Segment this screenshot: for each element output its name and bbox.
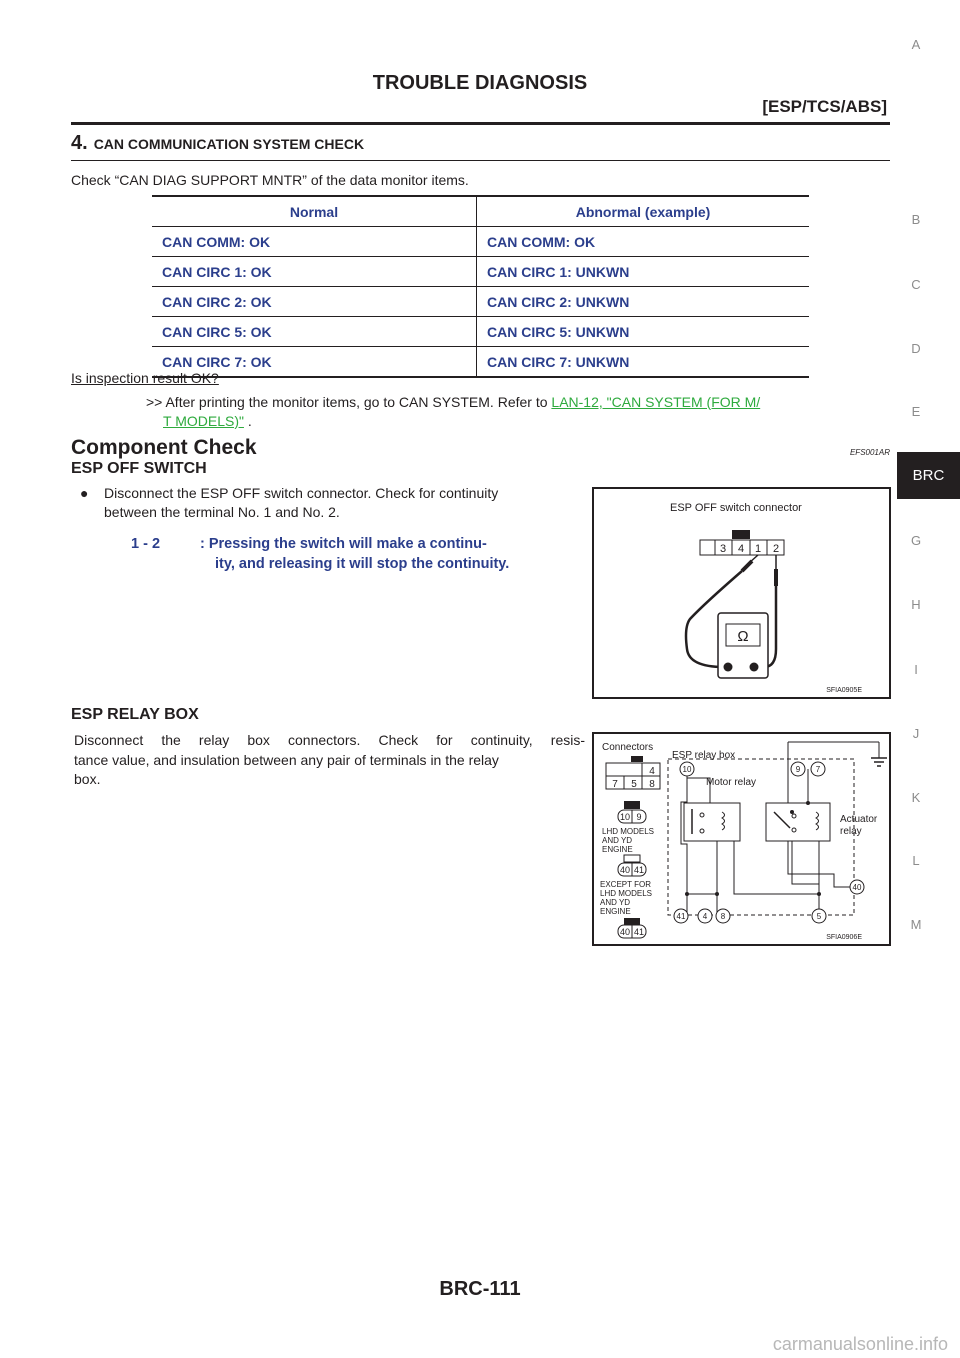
- table-cell: CAN COMM: OK: [152, 227, 477, 257]
- svg-text:41: 41: [633, 927, 645, 937]
- table-cell: CAN CIRC 2: OK: [152, 287, 477, 317]
- table-row: [152, 227, 809, 257]
- table-header-row: [152, 196, 809, 227]
- table-header-abnormal: Abnormal (example): [477, 196, 810, 227]
- section-title: Component Check: [71, 436, 257, 459]
- connector-lock: [624, 855, 640, 862]
- svg-text:9: 9: [636, 812, 642, 822]
- result-line-2: [163, 413, 252, 429]
- side-index-k[interactable]: K: [911, 790, 921, 805]
- connector-lock: [631, 756, 643, 762]
- table-row: [152, 257, 809, 287]
- connector-lock: [624, 801, 640, 809]
- svg-text:ENGINE: ENGINE: [602, 845, 633, 854]
- table-cell: CAN CIRC 7: OK: [152, 347, 477, 378]
- svg-text:5: 5: [816, 912, 822, 921]
- motor-relay-label: Motor relay: [706, 777, 757, 788]
- svg-text:41: 41: [633, 865, 645, 875]
- bullet-icon: ●: [80, 485, 89, 501]
- figure-id: SFIA0906E: [826, 934, 862, 941]
- side-index-d[interactable]: D: [911, 341, 921, 356]
- inspection-question: Is inspection result OK?: [71, 370, 219, 386]
- table-row: [152, 347, 809, 378]
- svg-text:41: 41: [676, 912, 686, 921]
- side-index-e[interactable]: E: [911, 404, 921, 419]
- monitor-table: [152, 195, 809, 378]
- terminal-node: [674, 762, 864, 923]
- svg-text:ENGINE: ENGINE: [600, 907, 631, 916]
- lan-link-continued[interactable]: T MODELS)": [163, 413, 244, 429]
- actuator-relay: [766, 803, 830, 841]
- section-code: EFS001AR: [849, 448, 890, 457]
- svg-text:8: 8: [720, 912, 726, 921]
- step-title: CAN COMMUNICATION SYSTEM CHECK: [93, 136, 365, 152]
- ohm-icon: Ω: [737, 628, 749, 645]
- figure-caption: ESP OFF switch connector: [670, 502, 802, 514]
- multimeter-jack: [750, 663, 759, 672]
- side-index-c[interactable]: C: [911, 277, 921, 292]
- result-suffix: .: [243, 413, 252, 429]
- relay-box-instruction-2: tance value, and insulation between any pair of terminals in the relay: [74, 752, 499, 768]
- svg-text:40: 40: [852, 883, 862, 892]
- watermark: carmanualsonline.info: [772, 1334, 948, 1354]
- connector-lock: [732, 530, 750, 539]
- result-line-1: [146, 394, 760, 410]
- terminal-2: 2: [772, 543, 780, 555]
- relay-box-instruction-1: Disconnect the relay box connectors. Check for continuity, resis-: [74, 732, 585, 748]
- page-number: BRC-111: [439, 1278, 521, 1300]
- side-index-b[interactable]: B: [911, 212, 921, 227]
- side-index-brc-active[interactable]: BRC: [897, 452, 960, 499]
- table-cell: CAN CIRC 5: UNKWN: [477, 317, 810, 347]
- side-index-h[interactable]: H: [911, 597, 921, 612]
- table-cell: CAN CIRC 5: OK: [152, 317, 477, 347]
- relay-box-label: ESP relay box: [672, 750, 736, 761]
- page-header-title: TROUBLE DIAGNOSIS: [372, 72, 588, 94]
- esp-off-instruction-1: Disconnect the ESP OFF switch connector. Check for continuity: [104, 485, 499, 501]
- table-cell: CAN CIRC 1: OK: [152, 257, 477, 287]
- step-number: 4.: [71, 132, 88, 154]
- terminal-1: 1: [754, 543, 762, 555]
- svg-text:7: 7: [815, 765, 821, 774]
- svg-text:4: 4: [702, 912, 708, 921]
- step-heading: [71, 132, 364, 155]
- header-divider: [71, 122, 890, 125]
- svg-text:9: 9: [795, 765, 801, 774]
- svg-text:7: 7: [612, 779, 618, 790]
- table-cell: CAN CIRC 2: UNKWN: [477, 287, 810, 317]
- side-index-j[interactable]: J: [912, 726, 920, 741]
- svg-text:LHD MODELS: LHD MODELS: [600, 889, 653, 898]
- svg-text:AND YD: AND YD: [602, 836, 633, 845]
- table-cell: CAN CIRC 1: UNKWN: [477, 257, 810, 287]
- lan-link[interactable]: LAN-12, "CAN SYSTEM (FOR M/: [551, 394, 761, 410]
- svg-text:10: 10: [682, 765, 692, 774]
- svg-text:40: 40: [619, 865, 631, 875]
- svg-text:AND YD: AND YD: [600, 898, 631, 907]
- esp-relay-box-title: ESP RELAY BOX: [71, 706, 199, 723]
- multimeter-jack: [724, 663, 733, 672]
- step-divider: [71, 160, 890, 161]
- esp-relay-box-figure: [592, 732, 891, 946]
- side-index-m[interactable]: M: [910, 917, 922, 932]
- step-instruction: Check “CAN DIAG SUPPORT MNTR” of the data monitor items.: [71, 172, 469, 188]
- figure-id: SFIA0905E: [826, 687, 862, 694]
- actuator-relay-label-1: Actuator: [840, 814, 878, 825]
- side-index-g[interactable]: G: [910, 533, 922, 548]
- svg-text:40: 40: [619, 927, 631, 937]
- spec-line-2: ity, and releasing it will stop the continuity.: [215, 556, 510, 572]
- spec-line-1: : Pressing the switch will make a continu-: [200, 536, 487, 552]
- relay-box-instruction-3: box.: [74, 771, 101, 787]
- svg-text:4: 4: [649, 766, 655, 777]
- spec-label: 1 - 2: [131, 536, 161, 552]
- table-header-normal: Normal: [152, 196, 477, 227]
- esp-relay-box-diagram: [594, 734, 889, 944]
- side-index-l[interactable]: L: [912, 853, 920, 868]
- table-row: [152, 317, 809, 347]
- actuator-relay-label-2: relay: [840, 826, 862, 837]
- page-header-subtitle: [ESP/TCS/ABS]: [762, 97, 887, 116]
- table-cell: CAN CIRC 7: UNKWN: [477, 347, 810, 378]
- side-index-a[interactable]: A: [911, 37, 921, 52]
- esp-off-switch-diagram: [594, 489, 889, 697]
- esp-off-switch-title: ESP OFF SWITCH: [71, 460, 207, 477]
- esp-off-instruction-2: between the terminal No. 1 and No. 2.: [104, 504, 340, 520]
- connectors-label: Connectors: [602, 742, 654, 753]
- svg-text:EXCEPT FOR: EXCEPT FOR: [600, 880, 651, 889]
- svg-text:10: 10: [619, 812, 631, 822]
- table-cell: CAN COMM: OK: [477, 227, 810, 257]
- table-row: [152, 287, 809, 317]
- svg-text:8: 8: [649, 779, 655, 790]
- svg-text:5: 5: [631, 779, 637, 790]
- side-index-i[interactable]: I: [914, 662, 918, 677]
- esp-off-switch-figure: [592, 487, 891, 699]
- svg-text:LHD MODELS: LHD MODELS: [602, 827, 655, 836]
- terminal-4: 4: [737, 543, 745, 555]
- terminal-3: 3: [719, 543, 727, 555]
- result-prefix: >> After printing the monitor items, go to CAN SYSTEM. Refer to: [146, 394, 552, 410]
